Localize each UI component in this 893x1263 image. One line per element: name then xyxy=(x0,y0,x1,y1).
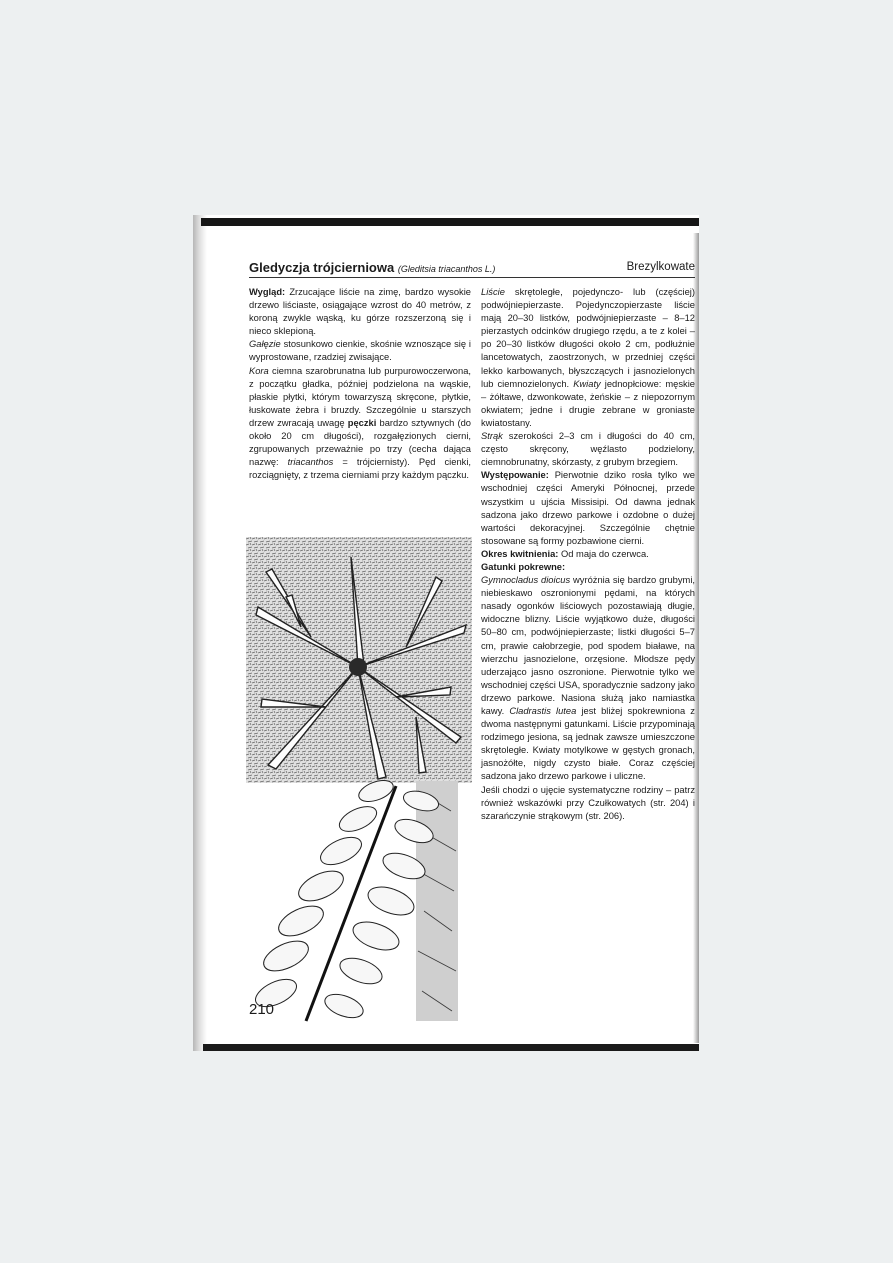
pinnate-leaf-illustration xyxy=(246,771,472,1029)
family-name: Brezylkowate xyxy=(626,261,695,273)
species-latin-name: (Gleditsia triacanthos L.) xyxy=(397,264,496,274)
paragraph-flowering: Okres kwitnienia: Od maja do czerwca. xyxy=(481,548,649,559)
paragraph-bark: Kora ciemna szarobrunatna lub purpurowoczerwona, z początku gładka, później podzielona na wąskie, płaskie płytki, którym towarzyszą skręcone, płytkie, łuskowate żebra i bruzdy. Szczególnie u starszych drzew zwracają uwagę pęczki bardzo sztywnych (do około 20 cm długości), rozgałęzionych cierni, zgrupowanych przeważnie po trzy (cecha dająca nazwę: triacanthos = trójciernisty). Pęd cienki, rozciągnięty, z trzema cierniami przy każdym pączku. xyxy=(249,365,471,481)
paragraph-related-species: Gymnocladus dioicus wyróżnia się bardzo grubymi, niebieskawo oszronionymi pędami, na których nasady ogonków liściowych pozostawiają długie, widoczne blizny. Liście wyjątkowo duże, długości 50–80 cm, podwójniepierzaste; listki długości 5–7 cm, prawie całobrzegie, pod spodem białawe, na wierzchu jasnozielone, orzęsione. Młodsze pędy uderzająco jasno oszronione. Pierwotnie tylko we wschodniej części USA, sporadycznie sadzony jako drzewo parkowe. Nasiona służą jako namiastka kawy. Cladrastis lutea jest bliżej spokrewniona z dwoma następnymi gatunkami. Liście przypominają rodzimego jesiona, są jednak zawsze umieszczone skrętoległe. Kwiaty motylkowe w gęstych gronach, jasnożółte, nigdy czysto białe. Coraz częściej sadzona jako drzewo parkowe i uliczne. xyxy=(481,575,695,782)
paragraph-pod: Strąk szerokości 2–3 cm i długości do 40 cm, często skręcony, węźlasto podzielony, ciemnobrunatny, skórzasty, z grubym brzegiem. xyxy=(481,431,695,468)
paragraph-systematics: Jeśli chodzi o ujęcie systematyczne rodziny – patrz również wskazówki przy Czułkowatych (str. 204) i szarańczynie strąkowym (str. 206). xyxy=(481,784,695,821)
scanned-page xyxy=(193,215,699,1051)
paragraph-leaves: Liście skrętoległe, pojedynczo- lub (częściej) podwójniepierzaste. Pojedynczopierzaste liście mają 20–30 listków, podwójniepierzaste – 8–12 pierzastych odcinków drugiego rzędu, a te z kolei – po 20–30 listków długości około 2 cm, podłużnie lancetowatych, zaostrzonych, w przedniej części lekko karbowanych, błyszczących i jasnozielonych lub ciemnozielonych. Kwiaty jednopłciowe: męskie – żółtawe, dzwonkowate, żeńskie – z niepozornym okwiatem; jedne i drugie zebrane w groniaste kwiatostany. xyxy=(481,287,695,428)
scan-bottom-border xyxy=(203,1044,699,1051)
paragraph-related-heading: Gatunki pokrewne: xyxy=(481,561,566,572)
running-header xyxy=(249,259,695,278)
book-spine-shadow xyxy=(193,215,207,1051)
page-number: 210 xyxy=(249,1001,275,1018)
right-column xyxy=(481,286,695,823)
paragraph-appearance: Wygląd: Zrzucające liście na zimę, bardzo wysokie drzewo liściaste, osiągające wzrost do 40 metrów, z koroną zwykle wąską, ku górze rozszerzoną się i nieco sklepioną. xyxy=(249,287,471,337)
paragraph-branches: Gałęzie stosunkowo cienkie, skośnie wznoszące się i wyprostowane, rzadziej zwisające. xyxy=(249,339,471,363)
species-title: Gledyczja trójcierniowa xyxy=(249,260,395,275)
left-column xyxy=(249,286,471,482)
paragraph-occurrence: Występowanie: Pierwotnie dziko rosła tylko we wschodniej części Ameryki Północnej, przede wszystkim u ujścia Missisipi. Od dawna jednak sadzona jako drzewo parkowe i ozdobne o dużej wartości dekoracyjnej. Szczególnie chętnie stosowane są formy pozbawione cierni. xyxy=(481,470,695,546)
thorn-cluster-illustration xyxy=(246,537,472,783)
scan-top-border xyxy=(201,218,699,226)
